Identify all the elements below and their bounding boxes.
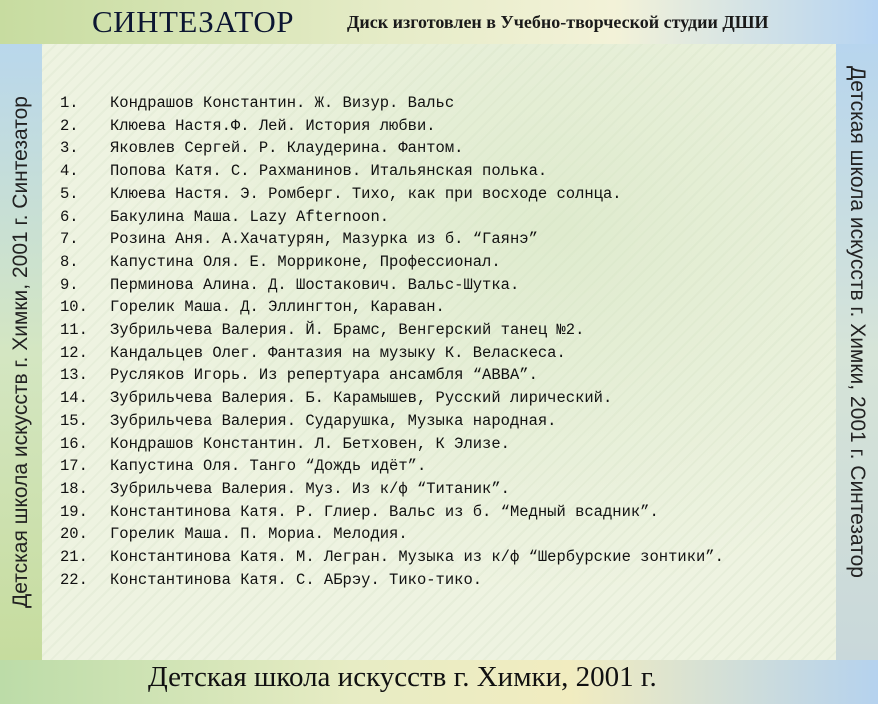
track-title: Клюева Настя. Э. Ромберг. Тихо, как при восходе солнца. <box>110 184 622 203</box>
track-title: Бакулина Маша. Lazy Afternoon. <box>110 207 390 226</box>
track-item <box>60 115 810 138</box>
track-title: Кандальцев Олег. Фантазия на музыку К. Веласкеса. <box>110 343 566 362</box>
track-number: 19. <box>60 502 88 521</box>
track-item <box>60 206 810 229</box>
track-number: 14. <box>60 389 88 408</box>
track-item <box>60 296 810 319</box>
album-title: СИНТЕЗАТОР <box>92 4 295 39</box>
track-item <box>60 183 810 206</box>
track-title: Горелик Маша. Д. Эллингтон, Караван. <box>110 298 445 317</box>
track-number: 6. <box>60 207 79 226</box>
track-title: Кондрашов Константин. Л. Бетховен, К Элизе. <box>110 434 510 453</box>
track-title: Горелик Маша. П. Мориа. Мелодия. <box>110 525 408 544</box>
track-number: 13. <box>60 366 88 385</box>
track-number: 22. <box>60 570 88 589</box>
track-item <box>60 319 810 342</box>
track-title: Розина Аня. А.Хачатурян, Мазурка из б. “Гаянэ” <box>110 230 538 249</box>
track-item <box>60 410 810 433</box>
tracklist <box>60 92 810 591</box>
track-item <box>60 569 810 592</box>
track-number: 1. <box>60 94 79 112</box>
track-number: 7. <box>60 230 79 249</box>
track-item <box>60 364 810 387</box>
track-item <box>60 137 810 160</box>
track-title: Яковлев Сергей. Р. Клаудерина. Фантом. <box>110 139 464 158</box>
track-number: 16. <box>60 434 88 453</box>
track-number: 10. <box>60 298 88 317</box>
track-number: 18. <box>60 479 88 498</box>
track-item <box>60 160 810 183</box>
track-title: Капустина Оля. Танго “Дождь идёт”. <box>110 457 427 476</box>
track-item <box>60 478 810 501</box>
track-title: Константинова Катя. М. Легран. Музыка из к/ф “Шербурские зонтики”. <box>110 548 724 567</box>
track-item <box>60 251 810 274</box>
track-title: Русляков Игорь. Из репертуара ансамбля “АВВА”. <box>110 366 538 385</box>
track-item <box>60 546 810 569</box>
track-item <box>60 501 810 524</box>
track-number: 15. <box>60 411 88 430</box>
track-title: Перминова Алина. Д. Шостакович. Вальс-Шутка. <box>110 275 520 294</box>
track-title: Попова Катя. С. Рахманинов. Итальянская полька. <box>110 162 548 181</box>
track-item <box>60 387 810 410</box>
studio-credit: Диск изготовлен в Учебно-творческой студии ДШИ <box>347 12 769 32</box>
track-number: 5. <box>60 184 79 203</box>
track-number: 8. <box>60 252 79 271</box>
track-title: Клюева Настя.Ф. Лей. История любви. <box>110 116 436 135</box>
footer-school-name: Детская школа искусств г. Химки, 2001 г. <box>148 661 657 693</box>
track-number: 11. <box>60 321 88 340</box>
track-item <box>60 523 810 546</box>
track-title: Зубрильчева Валерия. Б. Карамышев, Русский лирический. <box>110 389 613 408</box>
track-item <box>60 228 810 251</box>
right-spine-text: Детская школа искусств г. Химки, 2001 г. Синтезатор <box>846 66 869 578</box>
track-number: 20. <box>60 525 88 544</box>
track-number: 2. <box>60 116 79 135</box>
track-number: 4. <box>60 162 79 181</box>
track-item <box>60 92 810 115</box>
track-item <box>60 455 810 478</box>
track-number: 12. <box>60 343 88 362</box>
track-title: Зубрильчева Валерия. Муз. Из к/ф “Титаник”. <box>110 479 510 498</box>
track-title: Константинова Катя. С. АБрэу. Тико-тико. <box>110 570 483 589</box>
track-number: 9. <box>60 275 79 294</box>
track-title: Кондрашов Константин. Ж. Визур. Вальс <box>110 94 455 112</box>
track-title: Капустина Оля. Е. Морриконе, Профессионал. <box>110 252 501 271</box>
track-item <box>60 342 810 365</box>
track-number: 3. <box>60 139 79 158</box>
track-number: 21. <box>60 548 88 567</box>
track-item <box>60 433 810 456</box>
track-title: Зубрильчева Валерия. Й. Брамс, Венгерский танец №2. <box>110 321 585 340</box>
track-title: Константинова Катя. Р. Глиер. Вальс из б. “Медный всадник”. <box>110 502 659 521</box>
track-number: 17. <box>60 457 88 476</box>
track-item <box>60 274 810 297</box>
track-title: Зубрильчева Валерия. Сударушка, Музыка народная. <box>110 411 557 430</box>
left-spine-text: Детская школа искусств г. Химки, 2001 г. Синтезатор <box>9 96 32 608</box>
